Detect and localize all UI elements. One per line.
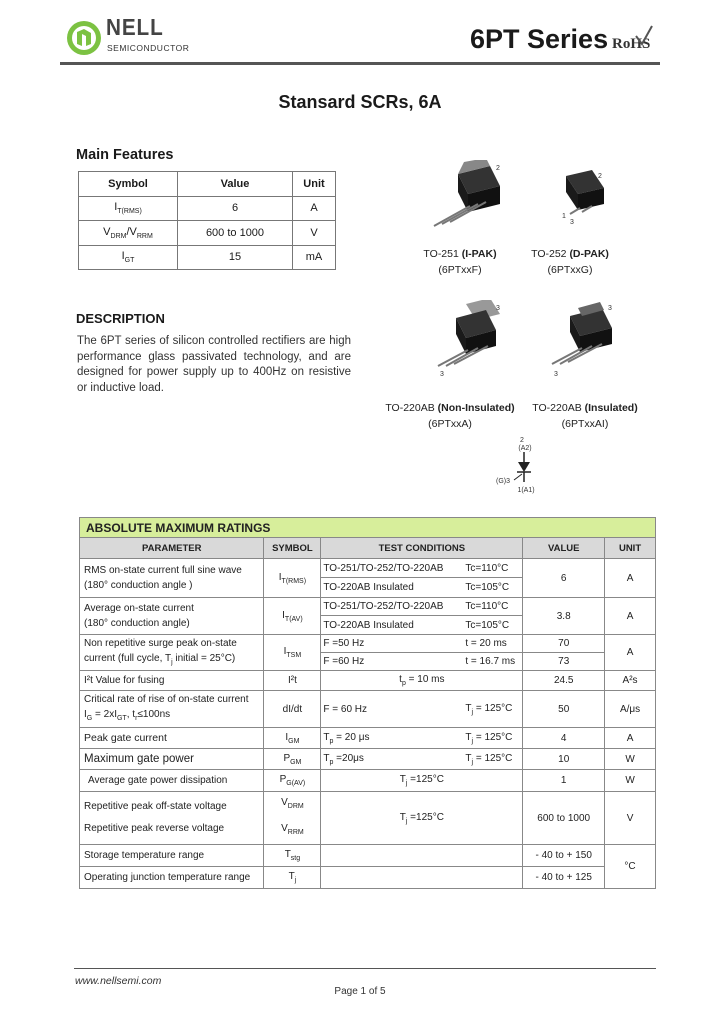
main-features-title: Main Features	[76, 147, 174, 163]
logo-subtitle: SEMICONDUCTOR	[107, 43, 190, 53]
to220ab-insulated-caption: TO-220AB (Insulated) (6PTxxAI)	[532, 402, 638, 430]
nell-logo-icon	[66, 20, 102, 56]
scr-symbol-icon	[492, 434, 552, 498]
svg-text:3: 3	[496, 305, 500, 312]
ratings-header-symbol: SYMBOL	[264, 538, 321, 559]
series-title: 6PT Series	[470, 24, 609, 54]
to251-package-icon	[420, 160, 520, 245]
rohs-text: RoHS	[612, 36, 651, 52]
table-row: $I_{GT}$ 15 mA	[79, 245, 336, 270]
document-title: Stansard SCRs, 6A	[278, 92, 442, 112]
table-row: Average gate power dissipation $P_{G(AV)}$ $T_j =125^\circ C$ 1 W	[80, 770, 656, 792]
table-row: Peak gate current $I_{GM}$ $T_p = 20$ μs $T_j = 125^\circ C$ 4 A	[80, 728, 656, 749]
table-row: Critical rate of rise of on-state current $I_G = 2xI_{GT}$, $t_r\le 100ns$ dI/dt F = 60 Hz $T_j = 125^\circ C$ 50 A/μs	[80, 691, 656, 728]
mf-header-symbol: Symbol	[79, 172, 178, 197]
svg-text:3: 3	[440, 371, 444, 378]
to252-caption: TO-252 (D-PAK) (6PTxxG)	[531, 248, 609, 276]
svg-text:1(A1): 1(A1)	[517, 487, 535, 494]
table-row: $I_{T(RMS)}$ 6 A	[79, 196, 336, 221]
table-row: Average on-state current (180° conduction angle) $I_{T(AV)}$ TO-251/TO-252/TO-220AB Tc=110°C TO-220AB Insulated Tc=105°C 3.8 A	[80, 598, 656, 635]
header-rule	[60, 62, 660, 65]
svg-text:3: 3	[608, 305, 612, 312]
description-text: The 6PT series of silicon controlled rectifiers are high performance glass passivated technology, and are designed for power supply up to 400Hz on resistive or inductive load.	[77, 335, 351, 394]
svg-text:3: 3	[570, 219, 574, 226]
svg-text:1: 1	[562, 213, 566, 220]
rohs-badge-icon	[608, 24, 654, 54]
table-row: RMS on-state current full sine wave (180° conduction angle ) $I_{T(RMS)}$ TO-251/TO-252/TO-220AB Tc=110°C TO-220AB Insulated Tc=105°C 6 A	[80, 559, 656, 598]
svg-text:(G)3: (G)3	[496, 478, 510, 485]
svg-text:3: 3	[554, 371, 558, 378]
table-row: Storage temperature range $T_{stg}$ - 40 to + 150 °C	[80, 845, 656, 867]
table-row: Operating junction temperature range $T_j$ - 40 to + 125	[80, 867, 656, 889]
ratings-header-unit: UNIT	[605, 538, 656, 559]
footer-url[interactable]: www.nellsemi.com	[75, 975, 162, 987]
ratings-header-value: VALUE	[523, 538, 605, 559]
table-row: F =60 Hz t = 16.7 ms 73	[80, 653, 656, 671]
to251-caption: TO-251 (I-PAK) (6PTxxF)	[423, 248, 497, 276]
ratings-header-parameter: PARAMETER	[80, 538, 264, 559]
table-row: $V_{DRM}/V_{RRM}$ 600 to 1000 V	[79, 221, 336, 246]
mf-header-value: Value	[178, 172, 293, 197]
to220ab-insulated-package-icon	[540, 300, 630, 380]
table-row: Maximum gate power $P_{GM}$ $T_p =20\mu s$ $T_j = 125^\circ C$ 10 W	[80, 749, 656, 770]
page-number: Page 1 of 5	[334, 986, 386, 997]
absolute-maximum-ratings-table	[79, 517, 656, 889]
main-features-table	[78, 171, 336, 270]
svg-text:2: 2	[598, 173, 602, 180]
table-row: Non repetitive surge peak on-state current (full cycle, $T_j$ initial = 25°C) $I_{TSM}$ F =50 Hz t = 20 ms 70 A	[80, 635, 656, 653]
mf-header-unit: Unit	[293, 172, 336, 197]
svg-text:(A2): (A2)	[518, 445, 532, 452]
svg-text:2: 2	[520, 437, 524, 444]
to252-package-icon	[548, 166, 618, 226]
table-row: I²t Value for fusing I²t $t_p = 10$ ms 24.5 A²s	[80, 671, 656, 691]
footer-rule	[74, 968, 656, 969]
logo-name: NELL	[106, 14, 164, 40]
to220ab-caption: TO-220AB (Non-Insulated) (6PTxxA)	[385, 402, 515, 430]
ratings-header-conditions: TEST CONDITIONS	[321, 538, 523, 559]
svg-text:2: 2	[496, 165, 500, 172]
ratings-title: ABSOLUTE MAXIMUM RATINGS	[80, 518, 656, 538]
table-row: Repetitive peak off-state voltage Repetitive peak reverse voltage $V_{DRM}$ $V_{RRM}$ $T_j =125^\circ C$ 600 to 1000 V	[80, 792, 656, 845]
description-title: DESCRIPTION	[76, 311, 165, 326]
to220ab-package-icon	[420, 300, 515, 380]
